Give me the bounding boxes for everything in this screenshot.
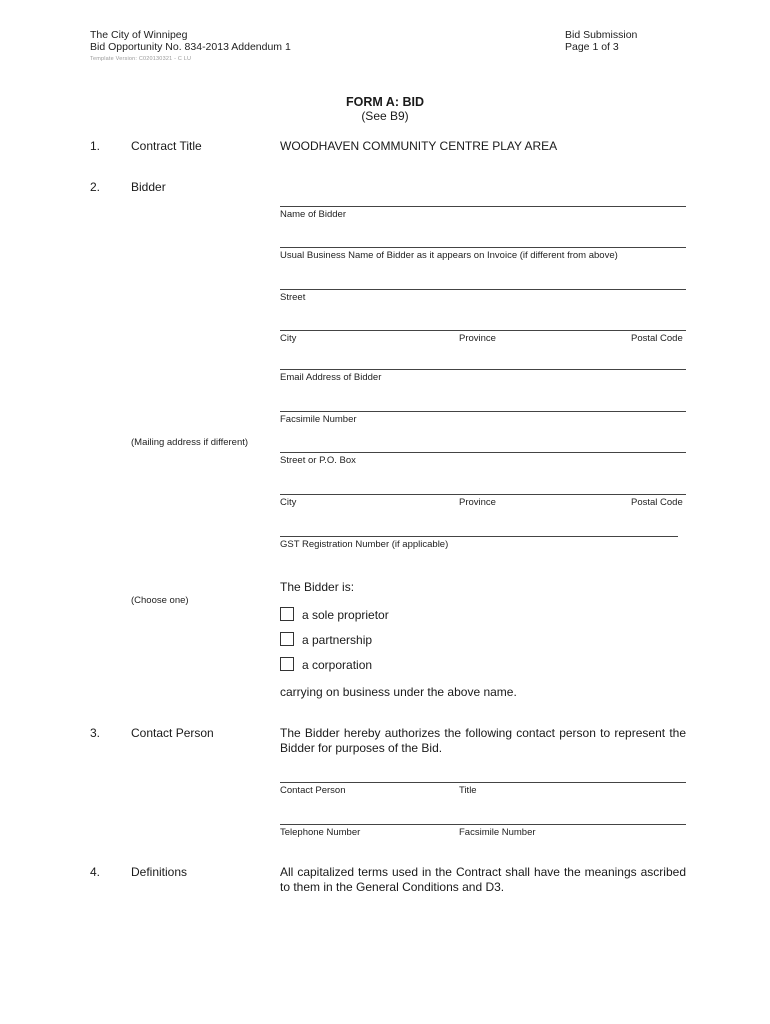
contact-person-text: The Bidder hereby authorizes the following contact person to represent the Bidder for purposes of the Bid. (280, 726, 686, 755)
city-caption: City (280, 333, 297, 344)
email-caption: Email Address of Bidder (280, 372, 382, 383)
corporation-label: a corporation (302, 658, 373, 672)
definitions-text: All capitalized terms used in the Contract shall have the meanings ascribed to them in the General Conditions and D3. (280, 865, 686, 894)
section-4-number: 4. (90, 865, 101, 879)
street-field[interactable] (280, 289, 686, 290)
sole-proprietor-label: a sole proprietor (302, 608, 389, 622)
facsimile-caption: Facsimile Number (280, 414, 357, 425)
bidder-is-label: The Bidder is: (280, 580, 355, 594)
mailing-postal-code-caption: Postal Code (631, 497, 683, 508)
section-1-number: 1. (90, 139, 101, 153)
section-2-label: Bidder (131, 180, 166, 194)
telephone-caption: Telephone Number (280, 827, 361, 838)
mailing-street-field[interactable] (280, 452, 686, 453)
section-4-label: Definitions (131, 865, 188, 879)
name-of-bidder-field[interactable] (280, 206, 686, 207)
header-doc-type: Bid Submission (565, 29, 638, 41)
usual-business-name-field[interactable] (280, 247, 686, 248)
choose-one-note: (Choose one) (131, 595, 189, 606)
mailing-street-caption: Street or P.O. Box (280, 455, 356, 466)
contract-title-value: WOODHAVEN COMMUNITY CENTRE PLAY AREA (280, 139, 558, 153)
gst-registration-caption: GST Registration Number (if applicable) (280, 539, 449, 550)
email-field[interactable] (280, 369, 686, 370)
mailing-province-caption: Province (459, 497, 496, 508)
sole-proprietor-checkbox[interactable] (280, 607, 294, 621)
section-3-label: Contact Person (131, 726, 214, 740)
section-3-number: 3. (90, 726, 101, 740)
partnership-checkbox[interactable] (280, 632, 294, 646)
gst-registration-field[interactable] (280, 536, 678, 537)
header-template-version: Template Version: C020130321 - C LU (90, 56, 192, 62)
facsimile-field[interactable] (280, 411, 686, 412)
street-caption: Street (280, 292, 306, 303)
contact-person-caption: Contact Person (280, 785, 346, 796)
province-caption: Province (459, 333, 496, 344)
header-bid-opportunity: Bid Opportunity No. 834-2013 Addendum 1 (90, 41, 291, 53)
postal-code-caption: Postal Code (631, 333, 683, 344)
name-of-bidder-caption: Name of Bidder (280, 209, 347, 220)
mailing-address-note: (Mailing address if different) (131, 437, 249, 448)
form-subtitle: (See B9) (361, 109, 409, 123)
city-province-postal-field[interactable] (280, 330, 686, 331)
section-1-label: Contract Title (131, 139, 202, 153)
header-org: The City of Winnipeg (90, 29, 188, 41)
title-caption: Title (459, 785, 477, 796)
usual-business-name-caption: Usual Business Name of Bidder as it appears on Invoice (if different from above) (280, 250, 618, 261)
corporation-checkbox[interactable] (280, 657, 294, 671)
partnership-label: a partnership (302, 633, 373, 647)
mailing-city-caption: City (280, 497, 297, 508)
telephone-facsimile-field[interactable] (280, 824, 686, 825)
mailing-city-province-postal-field[interactable] (280, 494, 686, 495)
contact-facsimile-caption: Facsimile Number (459, 827, 536, 838)
form-title: FORM A: BID (346, 95, 424, 109)
section-2-number: 2. (90, 180, 101, 194)
header-page-number: Page 1 of 3 (565, 41, 619, 53)
contact-person-title-field[interactable] (280, 782, 686, 783)
carrying-on-business-text: carrying on business under the above name. (280, 685, 517, 699)
